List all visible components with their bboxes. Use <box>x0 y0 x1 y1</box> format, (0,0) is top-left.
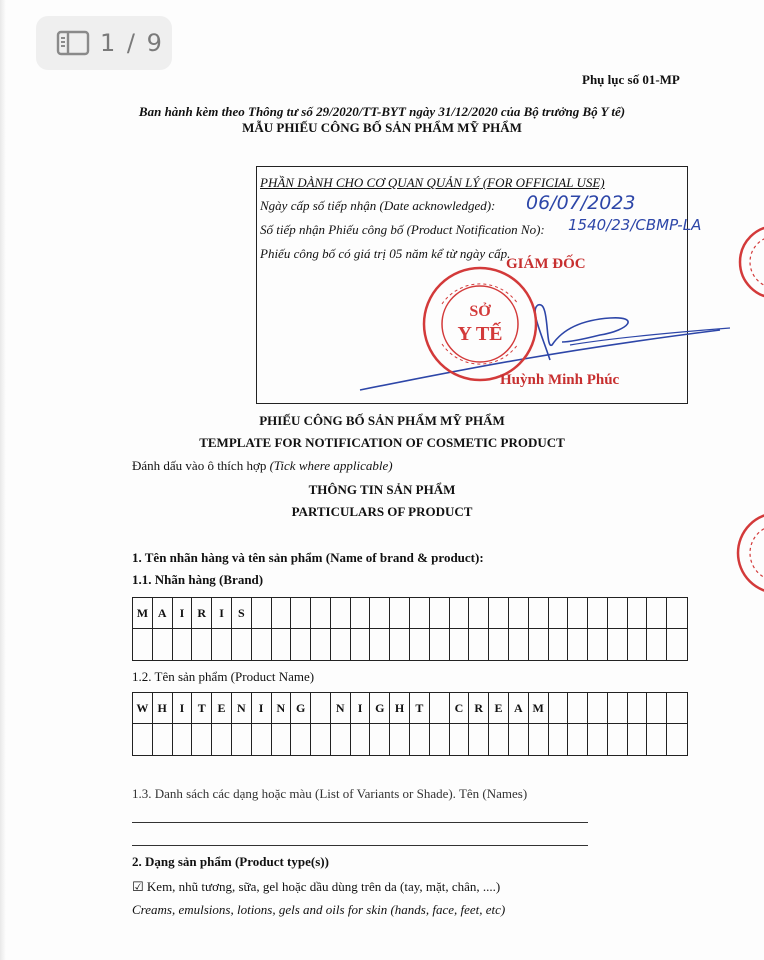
letter-cell: H <box>390 693 410 724</box>
letter-cell <box>370 598 390 629</box>
particulars-title-vi: THÔNG TIN SẢN PHẨM <box>308 482 456 497</box>
section-1-3-heading: 1.3. Danh sách các dạng hoặc màu (List of Variants or Shade). Tên (Names) <box>132 786 528 801</box>
letter-cell <box>311 629 331 660</box>
letter-cell <box>489 724 509 755</box>
letter-cell <box>192 629 212 660</box>
letter-cell <box>291 629 311 660</box>
letter-cell <box>529 629 549 660</box>
letter-cell: S <box>232 598 252 629</box>
letter-cell <box>450 598 470 629</box>
letter-cell <box>647 724 667 755</box>
letter-cell <box>370 629 390 660</box>
letter-cell <box>272 598 292 629</box>
letter-cell: M <box>133 598 153 629</box>
letter-cell <box>628 724 648 755</box>
letter-cell <box>608 693 628 724</box>
issued-with-note: Ban hành kèm theo Thông tư số 29/2020/TT-BYT ngày 31/12/2020 của Bộ trưởng Bộ Y tế) <box>138 104 626 119</box>
validity-note: Phiếu công bố có giá trị 05 năm kể từ ngày cấp. <box>260 246 511 261</box>
section-1-heading: 1. Tên nhãn hàng và tên sản phẩm (Name of brand & product): <box>132 550 484 565</box>
letter-cell <box>153 724 173 755</box>
letter-cell <box>351 724 371 755</box>
letter-cell <box>588 598 608 629</box>
letter-cell <box>430 724 450 755</box>
letter-cell: R <box>469 693 489 724</box>
letter-cell: H <box>153 693 173 724</box>
section-1-1-heading: 1.1. Nhãn hàng (Brand) <box>132 572 264 587</box>
letter-cell <box>647 598 667 629</box>
letter-cell: I <box>212 598 232 629</box>
letter-cell <box>450 629 470 660</box>
book-icon <box>56 30 90 56</box>
letter-cell <box>568 598 588 629</box>
director-name: Huỳnh Minh Phúc <box>500 372 620 388</box>
letter-cell: W <box>133 693 153 724</box>
variant-line-1 <box>132 822 588 823</box>
letter-cell <box>667 598 687 629</box>
stamp-text-bottom: Y TẾ <box>457 323 503 345</box>
letter-cell: A <box>509 693 529 724</box>
brand-letter-grid <box>132 597 688 661</box>
letter-cell <box>153 629 173 660</box>
letter-cell <box>549 598 569 629</box>
letter-cell <box>549 629 569 660</box>
letter-cell: I <box>173 598 193 629</box>
letter-cell <box>331 724 351 755</box>
letter-cell <box>133 629 153 660</box>
notification-title-en: TEMPLATE FOR NOTIFICATION OF COSMETIC PRODUCT <box>199 435 565 450</box>
letter-cell: R <box>192 598 212 629</box>
product-type-creams <box>132 879 500 895</box>
letter-cell <box>410 724 430 755</box>
letter-cell <box>667 629 687 660</box>
letter-cell <box>647 629 667 660</box>
letter-cell: E <box>489 693 509 724</box>
letter-cell <box>212 724 232 755</box>
official-heading: PHẦN DÀNH CHO CƠ QUAN QUẢN LÝ (FOR OFFICIAL USE) <box>260 175 605 190</box>
letter-cell <box>430 629 450 660</box>
letter-cell <box>568 629 588 660</box>
letter-cell: G <box>291 693 311 724</box>
product-letter-grid <box>132 692 688 756</box>
letter-cell <box>608 598 628 629</box>
letter-cell <box>252 724 272 755</box>
section-1-2-heading: 1.2. Tên sản phẩm (Product Name) <box>132 669 315 684</box>
letter-cell: E <box>212 693 232 724</box>
letter-cell <box>588 629 608 660</box>
letter-cell: N <box>272 693 292 724</box>
letter-cell: A <box>153 598 173 629</box>
letter-cell: N <box>331 693 351 724</box>
letter-cell: N <box>232 693 252 724</box>
letter-cell <box>450 724 470 755</box>
letter-cell <box>549 724 569 755</box>
letter-cell <box>588 693 608 724</box>
letter-cell <box>212 629 232 660</box>
letter-cell <box>291 724 311 755</box>
letter-cell <box>311 598 331 629</box>
letter-cell <box>588 724 608 755</box>
notification-title-vi: PHIẾU CÔNG BỐ SẢN PHẨM MỸ PHẨM <box>259 413 505 428</box>
checked-box-icon: ☑ <box>132 880 144 895</box>
letter-cell <box>469 724 489 755</box>
letter-cell <box>390 724 410 755</box>
date-acknowledged-value: 06/07/2023 <box>526 192 636 214</box>
letter-cell <box>410 629 430 660</box>
letter-cell <box>311 724 331 755</box>
letter-cell <box>667 693 687 724</box>
letter-cell <box>509 598 529 629</box>
section-2-heading: 2. Dạng sản phẩm (Product type(s)) <box>132 854 329 869</box>
stamp-text-top: SỞ <box>469 303 491 320</box>
product-type-creams-en: Creams, emulsions, lotions, gels and oils for skin (hands, face, feet, etc) <box>132 902 506 917</box>
letter-cell <box>272 724 292 755</box>
letter-cell <box>291 598 311 629</box>
letter-cell <box>568 724 588 755</box>
side-stamp-top <box>732 222 764 302</box>
letter-cell <box>628 598 648 629</box>
letter-cell: I <box>351 693 371 724</box>
letter-cell <box>351 629 371 660</box>
letter-cell <box>509 724 529 755</box>
letter-cell <box>608 724 628 755</box>
page-indicator[interactable] <box>36 16 172 70</box>
tick-note: Đánh dấu vào ô thích hợp (Tick where applicable) <box>132 458 393 473</box>
letter-cell <box>252 629 272 660</box>
letter-cell <box>647 693 667 724</box>
letter-cell <box>469 598 489 629</box>
letter-cell <box>469 629 489 660</box>
letter-cell <box>232 724 252 755</box>
letter-cell <box>549 693 569 724</box>
letter-cell <box>529 724 549 755</box>
page-edge-shadow <box>0 0 6 960</box>
letter-cell <box>331 629 351 660</box>
letter-cell <box>390 629 410 660</box>
letter-cell <box>272 629 292 660</box>
letter-cell <box>311 693 331 724</box>
letter-cell <box>331 598 351 629</box>
variant-line-2 <box>132 845 588 846</box>
side-stamp-bottom <box>734 508 764 598</box>
letter-cell <box>173 724 193 755</box>
product-type-creams-label: Kem, nhũ tương, sữa, gel hoặc dầu dùng trên da (tay, mặt, chân, ....) <box>146 879 501 894</box>
letter-cell <box>410 598 430 629</box>
letter-cell <box>351 598 371 629</box>
letter-cell <box>232 629 252 660</box>
letter-cell: I <box>252 693 272 724</box>
letter-cell <box>173 629 193 660</box>
notification-number-label: Số tiếp nhận Phiếu công bố (Product Notification No): <box>260 222 545 237</box>
director-title: GIÁM ĐỐC <box>506 256 586 272</box>
letter-cell <box>667 724 687 755</box>
letter-cell <box>489 598 509 629</box>
appendix-label: Phụ lục số 01-MP <box>582 72 680 87</box>
letter-cell <box>252 598 272 629</box>
letter-cell: I <box>173 693 193 724</box>
letter-cell <box>370 724 390 755</box>
letter-cell <box>509 629 529 660</box>
date-acknowledged-label: Ngày cấp số tiếp nhận (Date acknowledged): <box>260 198 496 213</box>
letter-cell <box>133 724 153 755</box>
letter-cell: T <box>192 693 212 724</box>
letter-cell <box>628 693 648 724</box>
notification-number-value: 1540/23/CBMP-LA <box>568 216 702 234</box>
official-red-stamp <box>420 264 540 384</box>
letter-cell <box>192 724 212 755</box>
letter-cell: G <box>370 693 390 724</box>
letter-cell: C <box>450 693 470 724</box>
letter-cell <box>608 629 628 660</box>
letter-cell <box>529 598 549 629</box>
letter-cell <box>430 693 450 724</box>
particulars-title-en: PARTICULARS OF PRODUCT <box>291 504 473 519</box>
page-indicator-text: 1 / 9 <box>100 29 164 57</box>
letter-cell <box>568 693 588 724</box>
form-title: MẪU PHIẾU CÔNG BỐ SẢN PHẨM MỸ PHẨM <box>242 120 522 135</box>
letter-cell <box>628 629 648 660</box>
letter-cell: M <box>529 693 549 724</box>
letter-cell <box>430 598 450 629</box>
letter-cell: T <box>410 693 430 724</box>
letter-cell <box>390 598 410 629</box>
letter-cell <box>489 629 509 660</box>
